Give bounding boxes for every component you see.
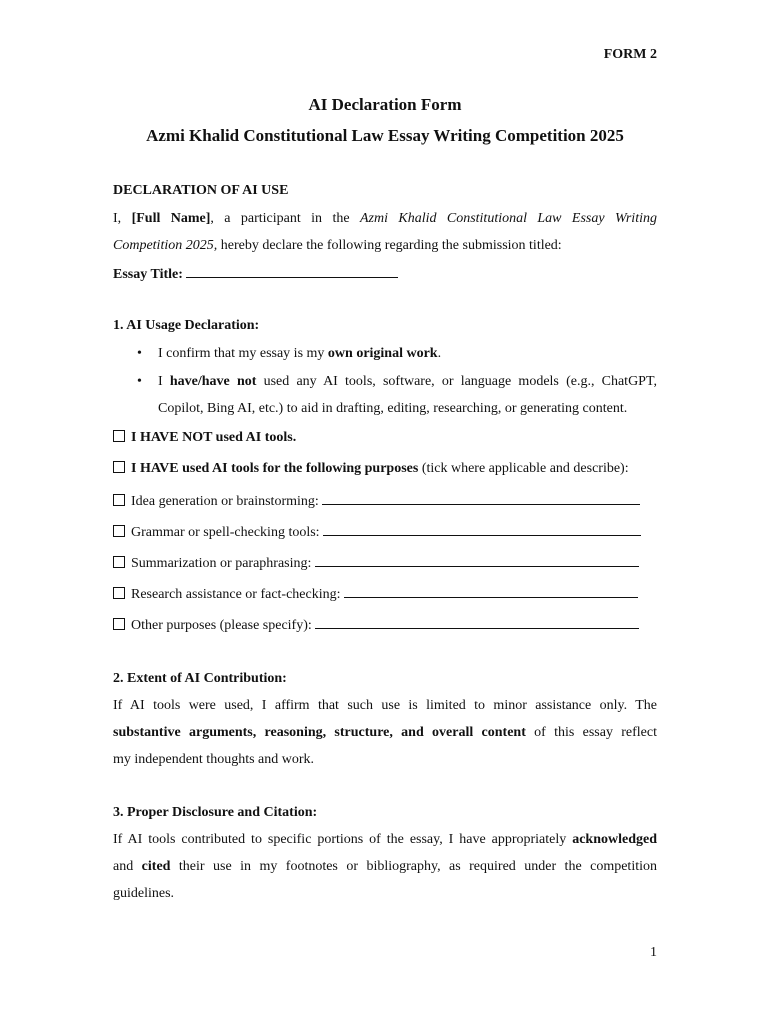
bullet-icon: •: [137, 346, 142, 361]
bullet-bold: have/have not: [169, 374, 257, 389]
essay-title-row: [113, 265, 398, 283]
option-not-used[interactable]: [113, 430, 296, 446]
purpose-label: Grammar or spell-checking tools:: [131, 525, 320, 540]
section3-line-2: [113, 859, 657, 875]
section3-text: If AI tools contributed to specific portions of the essay, I have appropriately: [113, 832, 573, 847]
purpose-field[interactable]: [344, 585, 638, 598]
option-label: I HAVE used AI tools for the following purposes: [131, 461, 419, 476]
intro-text: hereby declare the following regarding the submission titled:: [217, 238, 562, 253]
declaration-heading: DECLARATION OF AI USE: [113, 183, 289, 198]
intro-line-1: [113, 211, 657, 227]
section3-text: and: [113, 859, 142, 874]
bullet-text: I confirm that my essay is my: [158, 346, 328, 361]
bullet-text: used any AI tools, software, or language models (e.g., ChatGPT,: [256, 374, 657, 389]
bullet-bold: own original work: [327, 346, 438, 361]
option-label-rest: (tick where applicable and describe):: [418, 461, 629, 476]
form-label: FORM 2: [603, 47, 657, 62]
bullet-text: I: [158, 374, 170, 389]
purpose-label: Other purposes (please specify):: [131, 618, 312, 633]
checkbox[interactable]: [113, 587, 125, 599]
section1-heading: 1. AI Usage Declaration:: [113, 318, 260, 333]
purpose-label: Summarization or paraphrasing:: [131, 556, 312, 571]
section3-text: their use in my footnotes or bibliography, as required under the competition: [170, 859, 657, 874]
checkbox[interactable]: [113, 556, 125, 568]
checkbox[interactable]: [113, 430, 125, 442]
section3-line-3: guidelines.: [113, 886, 175, 901]
section3-line-1: [113, 832, 657, 848]
page-subtitle: Azmi Khalid Constitutional Law Essay Writing Competition 2025: [146, 126, 624, 145]
intro-text: , a participant in the: [210, 211, 360, 226]
full-name-placeholder: [Full Name]: [131, 211, 211, 226]
purpose-summarization[interactable]: [113, 554, 639, 572]
checkbox[interactable]: [113, 525, 125, 537]
purpose-field[interactable]: [315, 616, 639, 629]
section2-line-2: [113, 725, 657, 741]
purpose-other[interactable]: [113, 616, 639, 634]
competition-name: Azmi Khalid Constitutional Law Essay Writing: [359, 211, 657, 226]
checkbox[interactable]: [113, 494, 125, 506]
purpose-label: Idea generation or brainstorming:: [131, 494, 319, 509]
bullet-icon: •: [137, 374, 142, 389]
section2-heading: 2. Extent of AI Contribution:: [113, 671, 287, 686]
purpose-field[interactable]: [315, 554, 639, 567]
section2-bold: substantive arguments, reasoning, structure, and overall content: [113, 725, 526, 740]
section3-heading: 3. Proper Disclosure and Citation:: [113, 805, 318, 820]
section2-line-1: If AI tools were used, I affirm that such use is limited to minor assistance only. The: [113, 698, 657, 713]
page-title: AI Declaration Form: [308, 95, 462, 114]
section3-bold: acknowledged: [572, 832, 657, 847]
purpose-research[interactable]: [113, 585, 638, 603]
section2-text: of this essay reflect: [525, 725, 657, 740]
section2-line-3: my independent thoughts and work.: [113, 752, 315, 767]
option-label: I HAVE NOT used AI tools.: [131, 430, 297, 445]
option-used[interactable]: [113, 461, 629, 477]
section3-bold: cited: [141, 859, 171, 874]
bullet-ai-tools-cont: Copilot, Bing AI, etc.) to aid in drafting, editing, researching, or generating content.: [158, 401, 628, 416]
intro-text: I,: [113, 211, 132, 226]
competition-name: Competition 2025,: [113, 238, 218, 253]
intro-line-2: [113, 238, 562, 254]
page-number: 1: [650, 945, 657, 960]
checkbox[interactable]: [113, 461, 125, 473]
checkbox[interactable]: [113, 618, 125, 630]
purpose-field[interactable]: [323, 523, 641, 536]
purpose-grammar[interactable]: [113, 523, 641, 541]
purpose-idea-generation[interactable]: [113, 492, 640, 510]
purpose-field[interactable]: [322, 492, 640, 505]
purpose-label: Research assistance or fact-checking:: [131, 587, 341, 602]
bullet-ai-tools: [158, 374, 657, 390]
essay-title-field[interactable]: [186, 265, 398, 278]
bullet-text: .: [437, 346, 442, 361]
bullet-original-work: [158, 346, 441, 362]
essay-title-label: Essay Title:: [113, 267, 183, 282]
